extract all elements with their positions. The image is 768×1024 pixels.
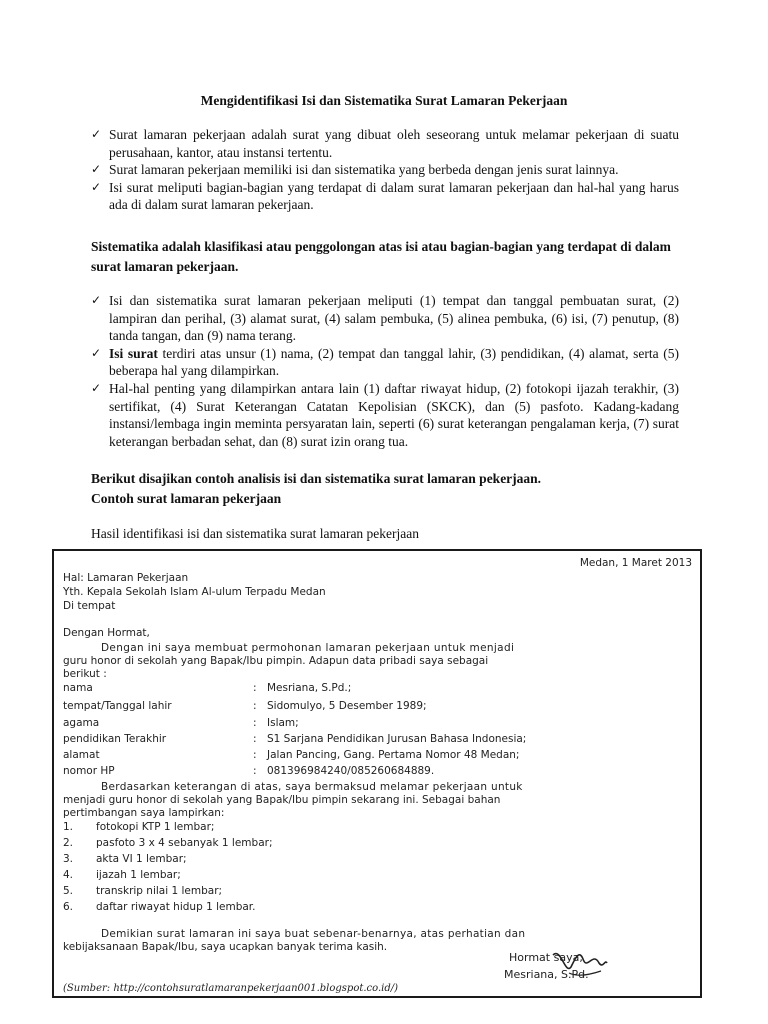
letter-source: (Sumber: http://contohsuratlamaranpekerjaan001.blogspot.co.id/) [63, 983, 399, 994]
list-item: ✓ Surat lamaran pekerjaan adalah surat yang dibuat oleh seseorang untuk melamar pekerjaan di suatu perusahaan, kantor, atau instansi tertentu. [91, 127, 679, 160]
field-label: agama [63, 717, 100, 729]
attachment-item: akta VI 1 lembar; [96, 853, 187, 865]
field-colon: : [253, 733, 257, 745]
letter-body-line: Berdasarkan keterangan di atas, saya bermaksud melamar pekerjaan untuk [101, 781, 523, 793]
letter-closing-line: kebijaksanaan Bapak/Ibu, saya ucapkan banyak terima kasih. [63, 941, 388, 953]
field-value: S1 Sarjana Pendidikan Jurusan Bahasa Indonesia; [267, 733, 527, 745]
letter-closing-line: Demikian surat lamaran ini saya buat sebenar-benarnya, atas perhatian dan [101, 928, 526, 940]
field-label: pendidikan Terakhir [63, 733, 167, 745]
checkmark-icon: ✓ [91, 127, 102, 141]
checkmark-icon: ✓ [91, 293, 102, 307]
attachment-number: 4. [63, 869, 74, 881]
list-item: ✓ Isi dan sistematika surat lamaran pekerjaan meliputi (1) tempat dan tanggal pembuatan surat, (2) lampiran dan perihal, (3) alamat surat, (4) salam pembuka, (5) alinea pembuka, (6) isi, (7) penutup, (8) tanda tangan, dan (9) nama terang. [91, 293, 679, 344]
field-label: alamat [63, 749, 100, 761]
field-colon: : [253, 717, 257, 729]
sistematika-paragraph: Sistematika adalah klasifikasi atau penggolongan atas isi atau bagian-bagian yang terdapat di dalam surat lamaran pekerjaan. [91, 239, 671, 274]
letter-body-line: menjadi guru honor di sekolah yang Bapak/Ibu pimpin sekarang ini. Sebagai bahan [63, 794, 501, 806]
attachment-item: pasfoto 3 x 4 sebanyak 1 lembar; [96, 837, 273, 849]
letter-opening-line: guru honor di sekolah yang Bapak/Ibu pimpin. Adapun data pribadi saya sebagai [63, 655, 489, 667]
content-checklist [91, 292, 679, 450]
letter-body-line: pertimbangan saya lampirkan: [63, 807, 225, 819]
checkmark-icon: ✓ [91, 380, 102, 395]
letter-recipient: Yth. Kepala Sekolah Islam Al-ulum Terpadu Medan [63, 586, 326, 598]
field-colon: : [253, 765, 257, 777]
field-label: nama [63, 682, 93, 694]
attachment-number: 5. [63, 885, 74, 897]
checkmark-icon: ✓ [91, 179, 102, 194]
attachment-number: 3. [63, 853, 74, 865]
field-value: Sidomulyo, 5 Desember 1989; [267, 700, 427, 712]
attachment-item: ijazah 1 lembar; [96, 869, 181, 881]
letter-subject: Hal: Lamaran Pekerjaan [63, 572, 189, 584]
attachment-number: 2. [63, 837, 74, 849]
field-value: Islam; [267, 717, 299, 729]
letter-salutation: Dengan Hormat, [63, 627, 150, 639]
attachment-number: 6. [63, 901, 74, 913]
hasil-label: Hasil identifikasi isi dan sistematika surat lamaran pekerjaan [91, 526, 420, 541]
list-item: ✓ Isi surat meliputi bagian-bagian yang terdapat di dalam surat lamaran pekerjaan dan hal-hal yang harus ada di dalam surat lamaran pekerjaan. [91, 179, 679, 213]
list-item: ✓ Hal-hal penting yang dilampirkan antara lain (1) daftar riwayat hidup, (2) fotokopi ijazah terakhir, (3) sertifikat, (4) Surat Keterangan Catatan Kepolisian (SKCK), dan (5) pasfoto. Kadang-kadang instansi/lembaga ingin meminta persyaratan lain, seperti (6) surat keterangan pengalaman kerja, (7) surat keterangan berbadan sehat, dan (8) surat izin orang tua. [91, 380, 679, 449]
field-value: 081396984240/085260684889. [267, 765, 435, 777]
letter-opening-line: Dengan ini saya membuat permohonan lamaran pekerjaan untuk menjadi [101, 642, 515, 654]
letter-regards: Hormat saya, [509, 951, 583, 964]
list-item: ✓ Isi surat terdiri atas unsur (1) nama, (2) tempat dan tanggal lahir, (3) pendidikan, (4) alamat, serta (5) beberapa hal yang dilampirkan. [91, 345, 679, 379]
intro-checklist [91, 126, 679, 214]
letter-opening-line: berikut : [63, 668, 107, 680]
list-item: ✓ Surat lamaran pekerjaan memiliki isi dan sistematika yang berbeda dengan jenis surat lainnya. [91, 162, 619, 178]
field-label: tempat/Tanggal lahir [63, 700, 172, 712]
letter-date: Medan, 1 Maret 2013 [579, 557, 692, 569]
checkmark-icon: ✓ [91, 345, 102, 360]
field-value: Jalan Pancing, Gang. Pertama Nomor 48 Medan; [267, 749, 520, 761]
letter-image [52, 549, 702, 998]
example-intro: Berikut disajikan contoh analisis isi dan sistematika surat lamaran pekerjaan. Contoh surat lamaran pekerjaan [91, 471, 542, 506]
attachment-item: transkrip nilai 1 lembar; [96, 885, 223, 897]
field-colon: : [253, 749, 257, 761]
attachment-number: 1. [63, 821, 74, 833]
attachment-item: fotokopi KTP 1 lembar; [96, 821, 215, 833]
attachment-item: daftar riwayat hidup 1 lembar. [96, 901, 256, 913]
field-colon: : [253, 700, 257, 712]
checkmark-icon: ✓ [91, 162, 102, 177]
letter-location: Di tempat [63, 600, 116, 612]
field-label: nomor HP [63, 765, 115, 777]
page-title: Mengidentifikasi Isi dan Sistematika Surat Lamaran Pekerjaan [200, 93, 568, 108]
letter-signer: Mesriana, S.Pd. [504, 968, 589, 981]
field-colon: : [253, 682, 257, 694]
field-value: Mesriana, S.Pd.; [267, 682, 352, 694]
